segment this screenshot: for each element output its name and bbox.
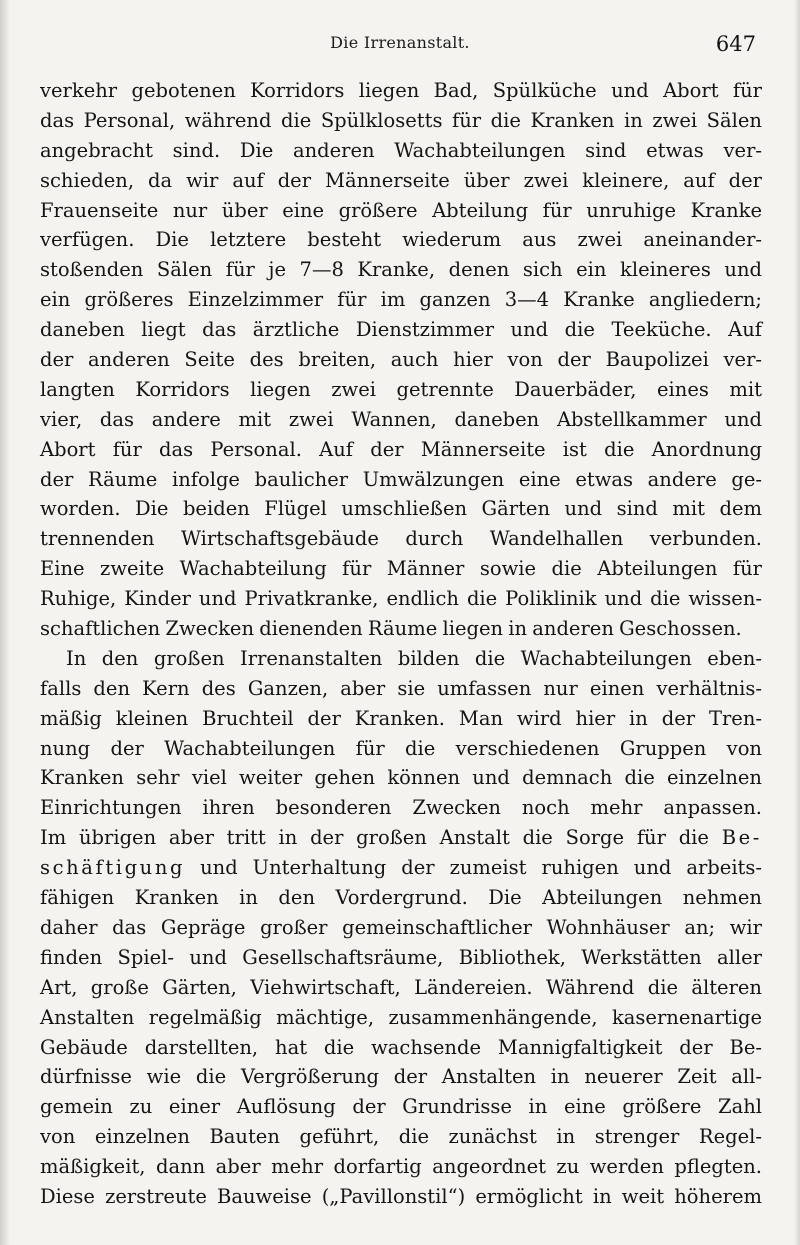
text-line: Kranken sehr viel weiter gehen können und demnach die einzelnen [40, 766, 762, 790]
text-line: Art, große Gärten, Viehwirtschaft, Ländereien. Während die älteren [40, 975, 762, 999]
text-segment: Im übrigen aber tritt in der großen Anstalt die Sorge für die [40, 826, 722, 850]
text-line: mäßig kleinen Bruchteil der Kranken. Man wird hier in der Tren- [40, 706, 762, 730]
text-line: das Personal, während die Spülklosetts für die Kranken in zwei Sälen [40, 108, 762, 132]
text-line: Ruhige, Kinder und Privatkranke, endlich die Poliklinik und die wissen- [40, 587, 762, 611]
text-line [40, 823, 762, 853]
text-line: falls den Kern des Ganzen, aber sie umfassen nur einen verhältnis- [40, 676, 762, 700]
text-line: daneben liegt das ärztliche Dienstzimmer und die Teeküche. Auf [40, 318, 762, 342]
text-line: verfügen. Die letztere besteht wiederum aus zwei aneinander- [40, 228, 762, 252]
text-line: vier, das andere mit zwei Wannen, daneben Abstellkammer und [40, 407, 762, 431]
text-line: trennenden Wirtschaftsgebäude durch Wandelhallen verbunden. [40, 527, 762, 551]
text-line: angebracht sind. Die anderen Wachabteilungen sind etwas ver- [40, 138, 762, 162]
text-segment: und Unterhaltung der zumeist ruhigen und arbeits- [185, 856, 762, 880]
text-line: Anstalten regelmäßig mächtige, zusammenhängende, kasernenartige [40, 1005, 762, 1029]
text-line: Abort für das Personal. Auf der Männerseite ist die Anordnung [40, 437, 762, 461]
text-line: mäßigkeit, dann aber mehr dorfartig angeordnet zu werden pflegten. [40, 1155, 762, 1179]
text-line: der Räume infolge baulicher Umwälzungen eine etwas andere ge- [40, 467, 762, 491]
text-line: langten Korridors liegen zwei getrennte Dauerbäder, eines mit [40, 377, 762, 401]
text-line: dürfnisse wie die Vergrößerung der Anstalten in neuerer Zeit all- [40, 1065, 762, 1089]
text-line [40, 853, 762, 883]
running-title: Die Irrenanstalt. [330, 33, 470, 52]
spaced-emphasis: Be- [721, 826, 762, 850]
text-line: schaftlichen Zwecken dienenden Räume liegen in anderen Geschossen. [40, 617, 742, 641]
text-line: worden. Die beiden Flügel umschließen Gärten und sind mit dem [40, 497, 762, 521]
page-number: 647 [715, 32, 756, 56]
text-line: fähigen Kranken in den Vordergrund. Die Abteilungen nehmen [40, 886, 762, 910]
text-line: Gebäude darstellten, hat die wachsende Mannigfaltigkeit der Be- [40, 1035, 762, 1059]
text-line: schieden, da wir auf der Männerseite über zwei kleinere, auf der [40, 168, 762, 192]
text-line: Frauenseite nur über eine größere Abteilung für unruhige Kranke [40, 198, 762, 222]
text-line: verkehr gebotenen Korridors liegen Bad, Spülküche und Abort für [40, 79, 762, 102]
text-line: der anderen Seite des breiten, auch hier von der Baupolizei ver- [40, 348, 762, 372]
text-line: In den großen Irrenanstalten bilden die Wachabteilungen eben- [66, 646, 762, 670]
text-line: ein größeres Einzelzimmer für im ganzen 3—4 Kranke angliedern; [40, 288, 762, 312]
text-line: daher das Gepräge großer gemeinschaftlicher Wohnhäuser an; wir [40, 915, 762, 939]
text-line: gemein zu einer Auflösung der Grundrisse in eine größere Zahl [40, 1095, 762, 1119]
text-line: Einrichtungen ihren besonderen Zwecken noch mehr anpassen. [40, 796, 762, 820]
text-line: von einzelnen Bauten geführt, die zunächst in strenger Regel- [40, 1125, 762, 1149]
text-line: stoßenden Sälen für je 7—8 Kranke, denen sich ein kleineres und [40, 258, 762, 282]
text-line: Diese zerstreute Bauweise („Pavillonstil“) ermöglicht in weit höherem [40, 1184, 762, 1208]
spaced-emphasis: schäftigung [40, 856, 186, 880]
body-text [40, 76, 762, 1212]
text-line: finden Spiel- und Gesellschaftsräume, Bibliothek, Werkstätten aller [40, 945, 762, 969]
page-header [40, 30, 760, 60]
text-line: nung der Wachabteilungen für die verschiedenen Gruppen von [40, 736, 762, 760]
text-line: Eine zweite Wachabteilung für Männer sowie die Abteilungen für [40, 557, 762, 581]
